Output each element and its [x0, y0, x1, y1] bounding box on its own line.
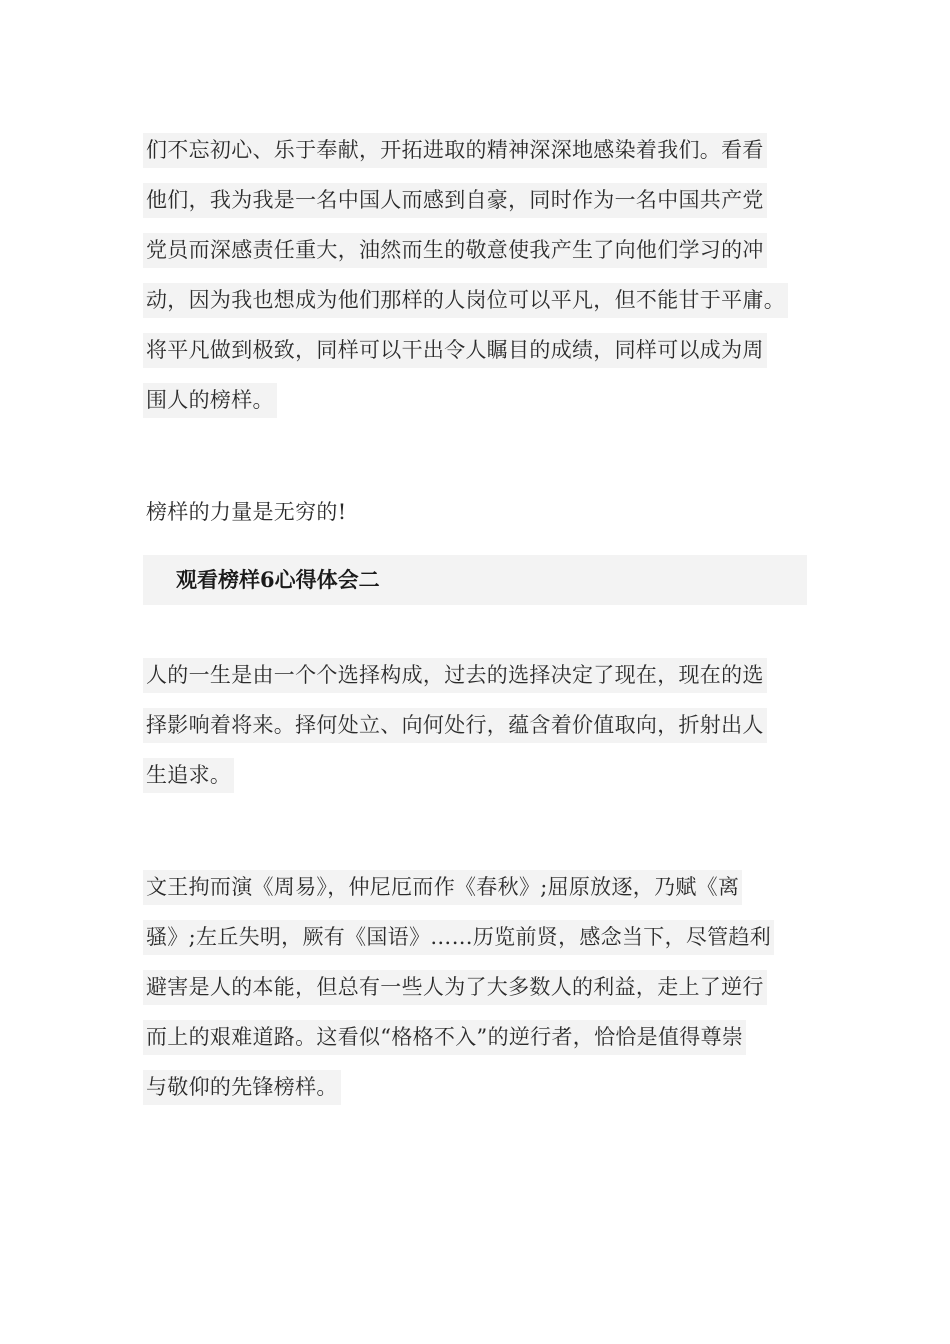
paragraph-line: 文王拘而演《周易》，仲尼厄而作《春秋》;屈原放逐，乃赋《离: [143, 870, 742, 905]
paragraph-line: 党员而深感责任重大，油然而生的敬意使我产生了向他们学习的冲: [143, 233, 767, 268]
section-heading-text: 观看榜样6心得体会二: [176, 567, 380, 592]
paragraph-line: 而上的艰难道路。这看似“格格不入”的逆行者，恰恰是值得尊崇: [143, 1020, 746, 1055]
paragraph-2: 榜样的力量是无穷的!: [146, 500, 347, 524]
paragraph-line: 动，因为我也想成为他们那样的人岗位可以平凡，但不能甘于平庸。: [143, 283, 788, 318]
paragraph-line: 生追求。: [143, 758, 234, 793]
paragraph-line: 与敬仰的先锋榜样。: [143, 1070, 341, 1105]
paragraph-line: 避害是人的本能，但总有一些人为了大多数人的利益，走上了逆行: [143, 970, 767, 1005]
paragraph-line: 将平凡做到极致，同样可以干出令人瞩目的成绩，同样可以成为周: [143, 333, 767, 368]
paragraph-line: 围人的榜样。: [143, 383, 277, 418]
paragraph-line: 他们，我为我是一名中国人而感到自豪，同时作为一名中国共产党: [143, 183, 767, 218]
paragraph-line: 人的一生是由一个个选择构成，过去的选择决定了现在，现在的选: [143, 658, 767, 693]
section-heading: [143, 555, 807, 605]
paragraph-line: 骚》;左丘失明，厥有《国语》……历览前贤，感念当下，尽管趋利: [143, 920, 774, 955]
paragraph-line: 们不忘初心、乐于奉献，开拓进取的精神深深地感染着我们。看看: [143, 133, 767, 168]
paragraph-line: 择影响着将来。择何处立、向何处行，蕴含着价值取向，折射出人: [143, 708, 767, 743]
